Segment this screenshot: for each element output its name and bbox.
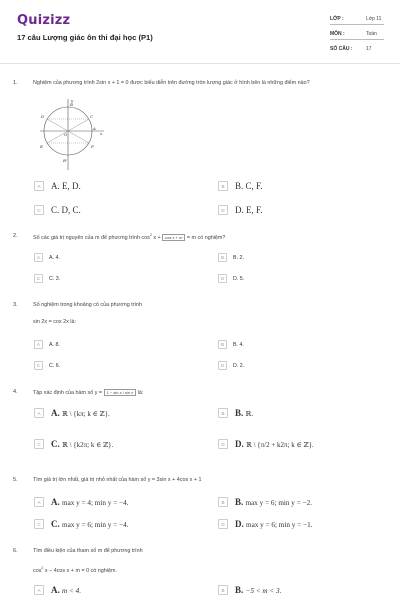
question-2-text-post: = m có nghiệm? (186, 234, 226, 241)
label-E: E (40, 144, 43, 149)
option-letter-badge: A (34, 497, 44, 507)
option-formula: −5 < m < 3. (245, 587, 282, 595)
question-2-text-mid: x + (153, 234, 161, 241)
meta-subject-value: Toán (366, 31, 377, 37)
option-letter-badge: D (218, 439, 228, 449)
option-letter-badge: B (218, 408, 228, 418)
option-letter-badge: A (34, 181, 44, 191)
question-6-text: Tìm điều kiện của tham số m để phương trình (33, 548, 143, 554)
option-prefix: A. (51, 408, 60, 418)
option-formula: max y = 6; min y = −4. (62, 521, 129, 529)
trig-circle-figure (36, 96, 106, 174)
option-formula: max y = 6; min y = −1. (246, 521, 313, 529)
option-text: B. 2. (233, 254, 244, 261)
option-text: C. 3. (49, 275, 61, 282)
meta-class-label: LỚP : (330, 16, 344, 22)
option-prefix: B. (235, 408, 244, 418)
option-letter-badge: C (34, 361, 43, 370)
quizizz-logo: Quizizz (17, 13, 71, 28)
option-letter-badge: C (34, 439, 44, 449)
option-prefix: C. (51, 519, 60, 529)
option-text: B. C, F. (235, 181, 263, 191)
option-letter-badge: D (218, 361, 227, 370)
option-text: A. 4. (49, 254, 60, 261)
meta-divider (330, 39, 384, 40)
header-divider (0, 63, 400, 64)
label-C: C (90, 114, 94, 119)
label-x: x (100, 131, 103, 136)
question-6-equation (33, 566, 117, 574)
option-letter-badge: C (34, 519, 44, 529)
option-letter-badge: D (218, 519, 228, 529)
meta-count-label: SỐ CÂU : (330, 46, 353, 52)
option-letter-badge: B (218, 585, 228, 595)
worksheet-header (0, 0, 400, 64)
option-text: C. 6. (49, 362, 61, 369)
option-text (235, 497, 312, 507)
option-text (51, 408, 110, 418)
label-D: D (41, 114, 45, 119)
label-B-prime: B' (63, 158, 68, 163)
label-F: F (91, 144, 94, 149)
meta-count-value: 17 (366, 46, 372, 52)
option-text: D. 2. (233, 362, 245, 369)
option-text (51, 519, 128, 529)
question-6-number: 6. (13, 548, 18, 554)
option-letter-badge: D (218, 274, 227, 283)
question-6-superscript: 2 (41, 566, 44, 570)
question-3-number: 3. (13, 302, 18, 308)
option-text (235, 519, 312, 529)
option-text (235, 408, 253, 418)
option-letter-badge: A (34, 340, 43, 349)
question-2-text (33, 233, 225, 241)
option-letter-badge: A (34, 253, 43, 262)
option-letter-badge: A (34, 585, 44, 595)
option-text: A. 8. (49, 341, 60, 348)
option-letter-badge: B (218, 253, 227, 262)
question-2-text-pre: Số các giá trị nguyên của m để phương trình cos (33, 234, 150, 241)
option-prefix: C. (51, 439, 60, 449)
question-4-text (33, 389, 143, 396)
label-y: y (71, 98, 74, 103)
option-text: D. E, F. (235, 205, 263, 215)
question-5-text: Tìm giá trị lớn nhất, giá trị nhỏ nhất của hàm số y = 3sin x + 4cos x + 1 (33, 477, 202, 483)
label-O: O (64, 132, 68, 137)
label-A: A (93, 126, 96, 131)
option-formula: ℝ \ {k2π; k ∈ ℤ}. (62, 441, 114, 449)
option-letter-badge: D (218, 205, 228, 215)
option-prefix: A. (51, 585, 60, 595)
question-1-number: 1. (13, 80, 18, 86)
meta-divider (330, 24, 384, 25)
question-4-text-pre: Tập xác định của hàm số y = (33, 390, 103, 396)
question-4-number: 4. (13, 389, 18, 395)
question-4-text-post: là: (137, 390, 144, 396)
option-text: B. 4. (233, 341, 244, 348)
option-formula: m < 4. (62, 587, 82, 595)
question-1-text: Nghiệm của phương trình 2sin x + 1 = 0 được biểu diễn trên đường tròn lượng giác ở hình bên là những điểm nào? (33, 80, 310, 86)
question-2-superscript: 2 (149, 233, 152, 237)
option-text (51, 585, 81, 595)
meta-subject-label: MÔN : (330, 31, 345, 37)
quiz-title: 17 câu Lượng giác ôn thi đại học (P1) (17, 33, 153, 42)
option-text (235, 585, 281, 595)
question-2-sqrt-expression: cos x + m (162, 234, 185, 241)
question-6-text-pre: cos (33, 567, 42, 574)
question-5-number: 5. (13, 477, 18, 483)
question-3-text: Số nghiệm trong khoảng có của phương trình (33, 302, 143, 308)
option-text: A. E, D. (51, 181, 81, 191)
option-letter-badge: B (218, 497, 228, 507)
option-prefix: D. (235, 519, 244, 529)
option-text (235, 439, 314, 449)
option-prefix: A. (51, 497, 60, 507)
option-prefix: B. (235, 585, 244, 595)
option-letter-badge: C (34, 205, 44, 215)
option-text: D. 5. (233, 275, 245, 282)
option-letter-badge: B (218, 340, 227, 349)
question-4-sqrt-fraction: 1 − sin x / sin x (104, 389, 137, 396)
option-formula: ℝ \ {π/2 + k2π; k ∈ ℤ}. (246, 441, 314, 449)
option-letter-badge: B (218, 181, 228, 191)
option-text (51, 439, 113, 449)
option-letter-badge: A (34, 408, 44, 418)
option-text (51, 497, 128, 507)
option-letter-badge: C (34, 274, 43, 283)
meta-class-value: Lớp 11 (366, 16, 382, 22)
option-prefix: D. (235, 439, 244, 449)
option-prefix: B. (235, 497, 244, 507)
question-2-number: 2. (13, 233, 18, 239)
label-B: B (70, 102, 73, 107)
question-6-text-post: x − 4cos x + m = 0 có nghiệm. (44, 567, 117, 574)
option-formula: ℝ. (245, 410, 254, 418)
option-formula: max y = 6; min y = −2. (245, 499, 312, 507)
option-formula: max y = 4; min y = −4. (62, 499, 129, 507)
option-formula: ℝ \ {kπ; k ∈ ℤ}. (62, 410, 110, 418)
question-3-equation: sin 2x = cos 2x là: (33, 319, 76, 325)
option-text: C. D, C. (51, 205, 81, 215)
